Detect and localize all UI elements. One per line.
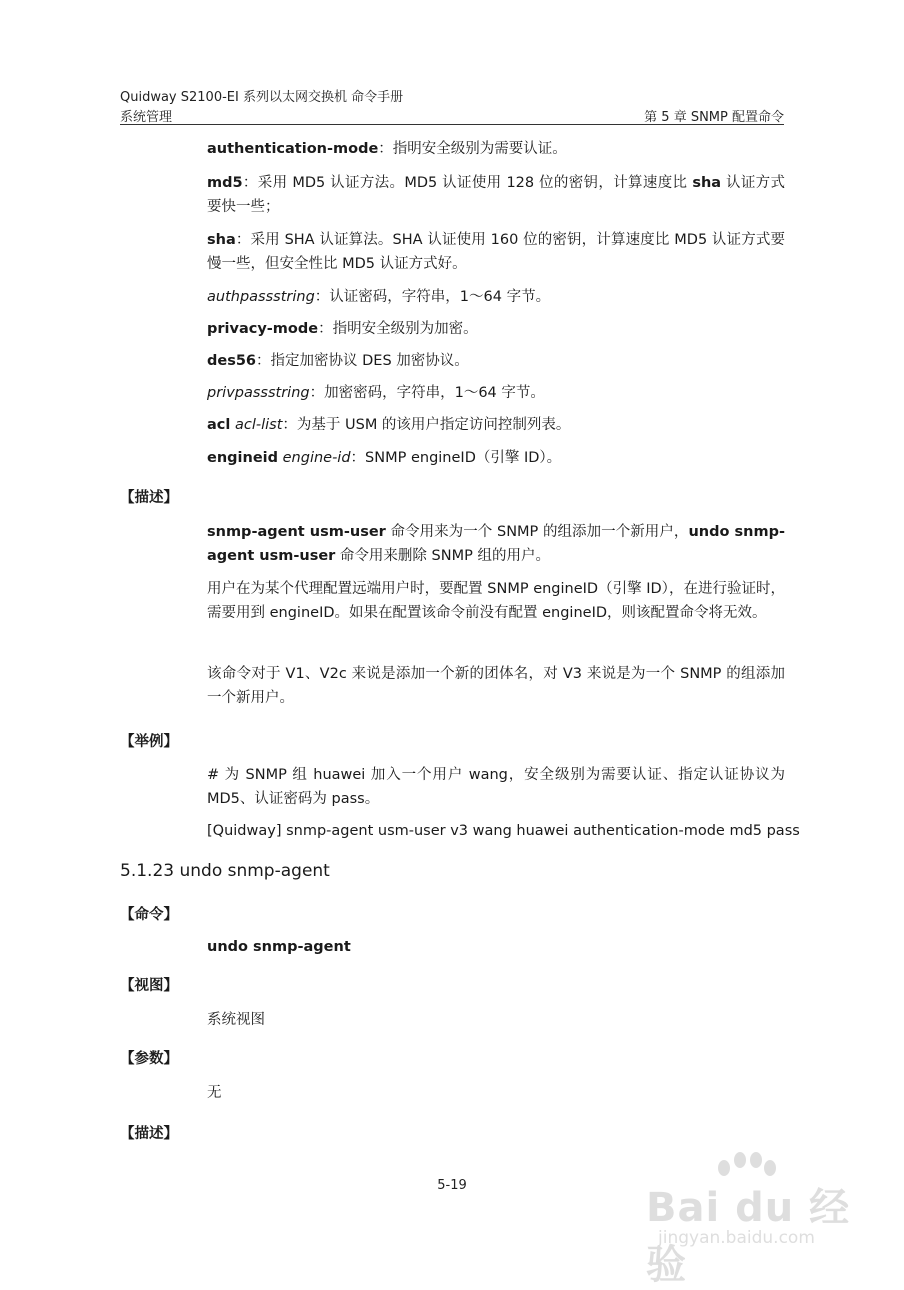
section-describe: 【描述】: [120, 490, 178, 506]
view-value: 系统视图: [207, 1012, 265, 1028]
watermark-main: Bai du 经验: [646, 1185, 851, 1288]
param-term-sha: sha: [692, 175, 722, 191]
param-term-italic: engine-id: [282, 450, 351, 466]
param-sha: [207, 228, 785, 276]
watermark-url: jingyan.baidu.com: [658, 1228, 815, 1248]
example-code: [Quidway] snmp-agent usm-user v3 wang huawei authentication-mode md5 pass: [207, 823, 800, 839]
param-authpassstring: [207, 285, 785, 309]
param-desc: 认证方式要快一些；: [207, 175, 785, 215]
param-desc: ：认证密码，字符串，1～64 字节。: [314, 289, 551, 305]
param-privacy-mode: [207, 317, 785, 341]
param-desc: ：指明安全级别为需要认证。: [378, 141, 567, 157]
page-number: 5-19: [437, 1178, 467, 1193]
param-engineid: [207, 446, 785, 470]
param-authentication-mode: [207, 137, 785, 161]
describe-paragraph-3: 该命令对于 V1、V2c 来说是添加一个新的团体名，对 V3 来说是为一个 SNMP 的组添加一个新用户。: [207, 666, 785, 706]
param-term: acl: [207, 417, 231, 433]
param-term: des56: [207, 353, 257, 369]
param-privpassstring: [207, 381, 785, 405]
param-term: privacy-mode: [207, 321, 319, 337]
param-desc: ：为基于 USM 的该用户指定访问控制列表。: [282, 417, 571, 433]
param-term: sha: [207, 232, 236, 248]
command-syntax: undo snmp-agent: [207, 939, 351, 955]
param-term: engineid: [207, 450, 279, 466]
param-desc: ：指明安全级别为加密。: [318, 321, 478, 337]
param-term: authentication-mode: [207, 141, 379, 157]
baidu-jingyan-watermark: [640, 1150, 890, 1288]
param-term: authpassstring: [207, 289, 315, 305]
command-bold: undo snmp-agent usm-user: [207, 524, 785, 564]
describe-paragraph-2: 用户在为某个代理配置远端用户时，要配置 SNMP engineID（引擎 ID），在进行验证时，需要用到 engineID。如果在配置该命令前没有配置 engineID，则该配置命令将无效。: [207, 581, 785, 621]
param-desc: ：加密密码，字符串，1～64 字节。: [309, 385, 545, 401]
param-term: md5: [207, 175, 243, 191]
command-bold: snmp-agent usm-user: [207, 524, 386, 540]
param-desc: ：指定加密协议 DES 加密协议。: [256, 353, 469, 369]
param-desc: ：采用 MD5 认证方法。MD5 认证使用 128 位的密钥，计算速度比: [242, 175, 693, 191]
header-title: Quidway S2100-EI 系列以太网交换机 命令手册: [120, 90, 404, 105]
subsection-title: 5.1.23 undo snmp-agent: [120, 861, 330, 881]
param-desc: ：采用 SHA 认证算法。SHA 认证使用 160 位的密钥，计算速度比 MD5 认证方式要慢一些，但安全性比 MD5 认证方式好。: [207, 232, 785, 272]
section-view: 【视图】: [120, 978, 178, 994]
params-value: 无: [207, 1085, 222, 1101]
describe-paragraph-1: [207, 520, 785, 568]
describe-text: 命令用来为一个 SNMP 的组添加一个新用户，: [385, 524, 689, 540]
header-rule: [120, 124, 784, 125]
param-term-italic: acl-list: [234, 417, 283, 433]
param-des56: [207, 349, 785, 373]
section-describe-2: 【描述】: [120, 1126, 178, 1142]
example-comment: # 为 SNMP 组 huawei 加入一个用户 wang，安全级别为需要认证、指定认证协议为 MD5、认证密码为 pass。: [207, 767, 785, 807]
param-term: privpassstring: [207, 385, 310, 401]
describe-text: 命令用来删除 SNMP 组的用户。: [335, 548, 550, 564]
section-example: 【举例】: [120, 734, 178, 750]
header-chapter-section: 系统管理: [120, 110, 173, 125]
param-acl: [207, 413, 785, 437]
section-command: 【命令】: [120, 907, 178, 923]
param-desc: ：SNMP engineID（引擎 ID）。: [350, 450, 562, 466]
param-md5: [207, 171, 785, 219]
section-params: 【参数】: [120, 1051, 178, 1067]
header-chapter: 第 5 章 SNMP 配置命令: [644, 110, 784, 125]
